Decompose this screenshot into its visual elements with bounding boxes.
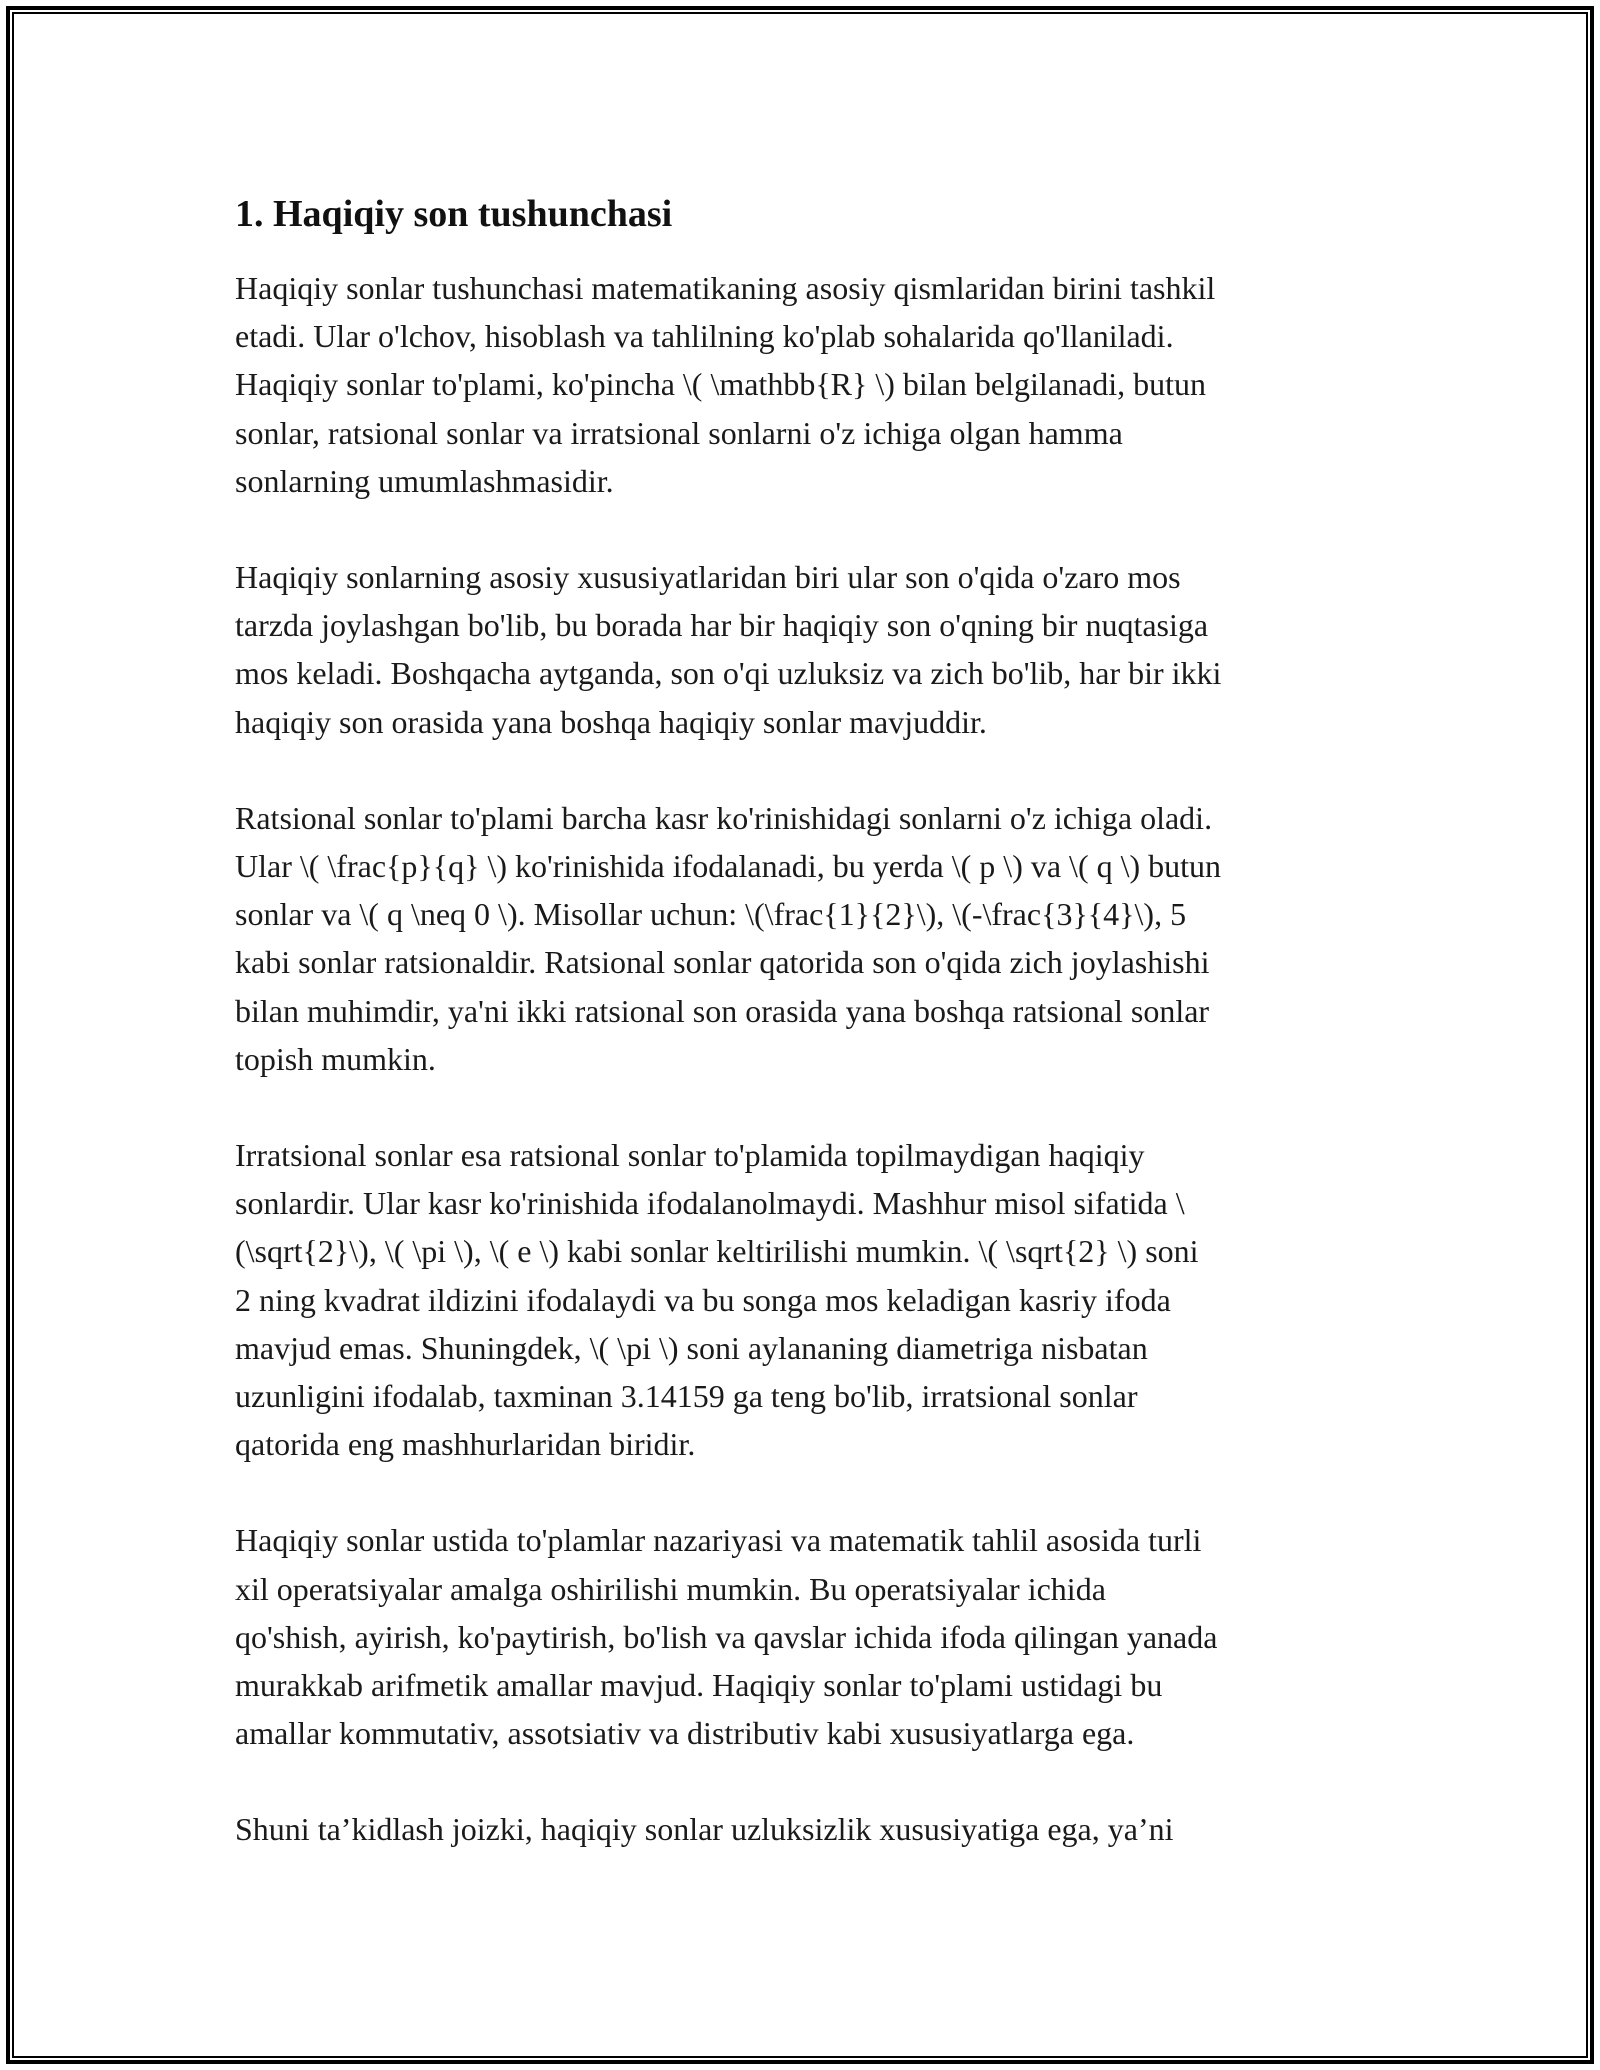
text-line: kabi sonlar ratsionaldir. Ratsional sonlar qatorida son o'qida zich joylashishi [235, 944, 1210, 981]
text-line: mavjud emas. Shuningdek, \( \pi \) soni aylananing diametriga nisbatan [235, 1329, 1148, 1366]
text-line: etadi. Ular o'lchov, hisoblash va tahlilning ko'plab sohalarida qo'llaniladi. [235, 318, 1174, 355]
paragraph-2 [235, 553, 1375, 746]
paragraph-6 [235, 1805, 1375, 1853]
text-line: (\sqrt{2}\), \( \pi \), \( e \) kabi sonlar keltirilishi mumkin. \( \sqrt{2} \) soni [235, 1233, 1199, 1270]
text-line: haqiqiy son orasida yana boshqa haqiqiy sonlar mavjuddir. [235, 703, 987, 740]
section-heading: 1. Haqiqiy son tushunchasi [235, 193, 673, 235]
text-line: Haqiqiy sonlarning asosiy xususiyatlaridan biri ular son o'qida o'zaro mos [235, 559, 1181, 596]
text-line: bilan muhimdir, ya'ni ikki ratsional son orasida yana boshqa ratsional sonlar [235, 992, 1210, 1029]
text-line: qatorida eng mashhurlaridan biridir. [235, 1426, 696, 1463]
text-line: 2 ning kvadrat ildizini ifodalaydi va bu songa mos keladigan kasriy ifoda [235, 1281, 1171, 1318]
text-line: mos keladi. Boshqacha aytganda, son o'qi uzluksiz va zich bo'lib, har bir ikki [235, 655, 1222, 692]
paragraph-1 [235, 264, 1375, 505]
text-line: Haqiqiy sonlar to'plami, ko'pincha \( \mathbb{R} \) bilan belgilanadi, butun [235, 366, 1206, 403]
paragraph-3 [235, 794, 1375, 1083]
text-line: sonlarning umumlashmasidir. [235, 462, 614, 499]
text-line: Shuni ta’kidlash joizki, haqiqiy sonlar uzluksizlik xususiyatiga ega, ya’ni [235, 1811, 1174, 1848]
text-line: Haqiqiy sonlar ustida to'plamlar nazariyasi va matematik tahlil asosida turli [235, 1522, 1202, 1559]
text-line: murakkab arifmetik amallar mavjud. Haqiqiy sonlar to'plami ustidagi bu [235, 1667, 1163, 1704]
text-line: topish mumkin. [235, 1040, 436, 1077]
text-line: Irratsional sonlar esa ratsional sonlar to'plamida topilmaydigan haqiqiy [235, 1137, 1145, 1174]
text-line: sonlardir. Ular kasr ko'rinishida ifodalanolmaydi. Mashhur misol sifatida \ [235, 1185, 1185, 1222]
paragraph-4 [235, 1131, 1375, 1468]
text-line: Ratsional sonlar to'plami barcha kasr ko'rinishidagi sonlarni o'z ichiga oladi. [235, 799, 1213, 836]
text-line: Ular \( \frac{p}{q} \) ko'rinishida ifodalanadi, bu yerda \( p \) va \( q \) butun [235, 848, 1222, 885]
text-line: sonlar, ratsional sonlar va irratsional sonlarni o'z ichiga olgan hamma [235, 414, 1123, 451]
text-line: qo'shish, ayirish, ko'paytirish, bo'lish va qavslar ichida ifoda qilingan yanada [235, 1618, 1218, 1655]
paragraph-5 [235, 1516, 1375, 1757]
document-body [235, 186, 1375, 1902]
text-line: Haqiqiy sonlar tushunchasi matematikaning asosiy qismlaridan birini tashkil [235, 270, 1216, 306]
text-line: tarzda joylashgan bo'lib, bu borada har bir haqiqiy son o'qning bir nuqtasiga [235, 607, 1209, 644]
text-line: amallar kommutativ, assotsiativ va distributiv kabi xususiyatlarga ega. [235, 1715, 1135, 1752]
text-line: uzunligini ifodalab, taxminan 3.14159 ga teng bo'lib, irratsional sonlar [235, 1378, 1138, 1415]
text-line: xil operatsiyalar amalga oshirilishi mumkin. Bu operatsiyalar ichida [235, 1570, 1106, 1607]
text-line: sonlar va \( q \neq 0 \). Misollar uchun: \(\frac{1}{2}\), \(-\frac{3}{4}\), 5 [235, 896, 1187, 933]
